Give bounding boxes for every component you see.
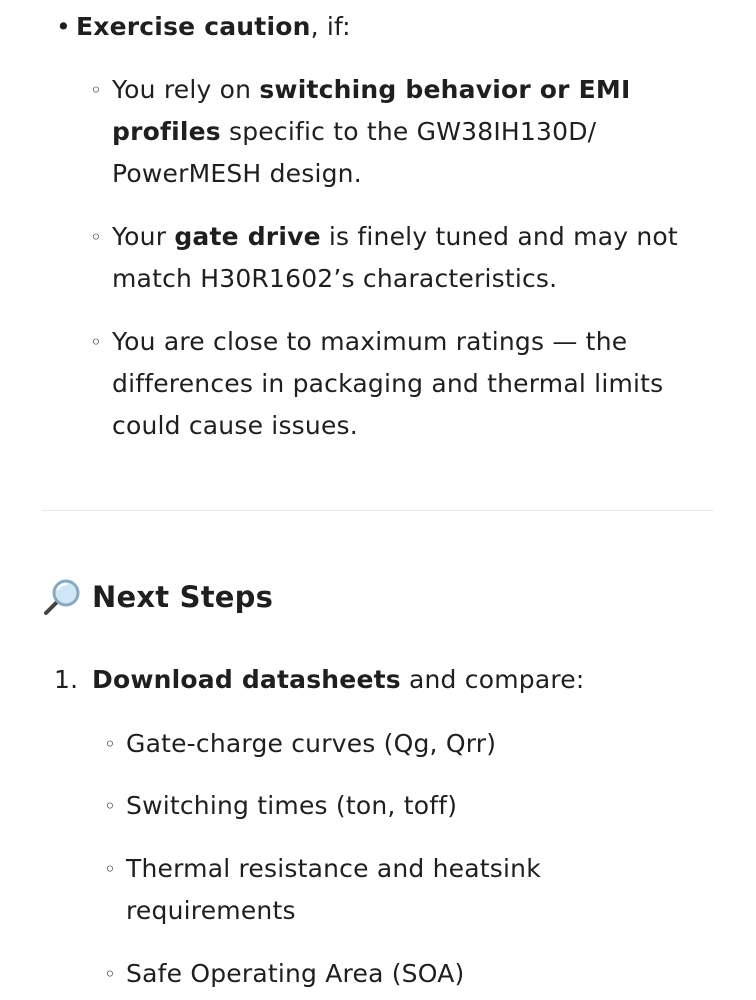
subitem-text: You are close to maximum ratings — the differences in packaging and thermal limits could cause issues. — [112, 327, 664, 440]
caution-heading-rest: , if: — [310, 12, 351, 41]
caution-heading — [76, 6, 351, 48]
sub-bullet: ◦ — [90, 78, 102, 102]
caution-subitem-2 — [90, 216, 730, 300]
sub-bullet: ◦ — [104, 857, 116, 881]
step-text: and compare: — [400, 665, 585, 694]
step-subitem-2 — [104, 785, 724, 827]
step-subitem-3 — [104, 848, 604, 932]
caution-subitem-1 — [90, 69, 730, 195]
subitem-text: Your — [112, 222, 175, 251]
bullet: • — [56, 12, 71, 41]
caution-heading-bold: Exercise caution — [76, 12, 311, 41]
step-subitem-text: Switching times (ton, toff) — [126, 791, 458, 820]
sub-bullet: ◦ — [104, 962, 116, 986]
caution-subitem-3 — [90, 321, 730, 447]
sub-bullet: ◦ — [104, 794, 116, 818]
next-steps-heading — [42, 574, 642, 620]
subitem-text: You rely on — [112, 75, 260, 104]
step-subitem-text: Thermal resistance and heatsink requirements — [126, 854, 541, 925]
sub-bullet: ◦ — [90, 225, 102, 249]
sub-bullet: ◦ — [104, 732, 116, 756]
step-subitem-text: Safe Operating Area (SOA) — [126, 959, 465, 988]
magnifying-glass-icon — [42, 578, 82, 618]
step-bold: Download datasheets — [92, 665, 401, 694]
step-subitem-text: Gate-charge curves (Qg, Qrr) — [126, 729, 497, 758]
subitem-bold: switching behavior or EMI profiles — [112, 75, 631, 146]
subitem-text: is finely tuned and may not match H30R1602’s characteristics. — [112, 222, 678, 293]
sub-bullet: ◦ — [90, 330, 102, 354]
subitem-text: specific to the GW38IH130D/ PowerMESH design. — [112, 117, 597, 188]
step-subitem-1 — [104, 723, 724, 765]
step-number: 1. — [54, 665, 79, 694]
step-subitem-4 — [104, 953, 724, 995]
subitem-bold: gate drive — [174, 222, 321, 251]
section-divider — [42, 510, 714, 511]
section-title: Next Steps — [92, 580, 274, 614]
